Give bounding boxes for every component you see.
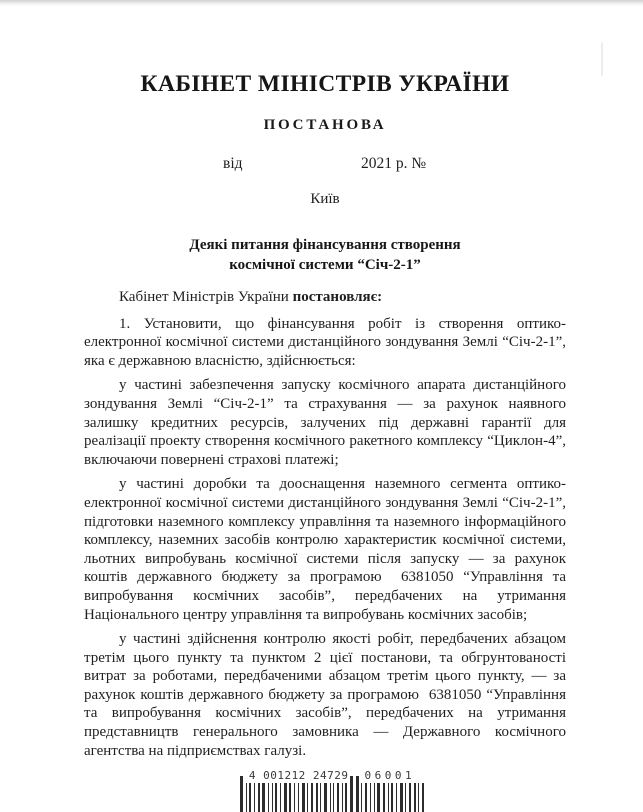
document-content (84, 0, 566, 760)
barcode-digits (236, 769, 428, 783)
barcode-bars (236, 783, 428, 812)
decree-paragraph-1: 1. Установити, що фінансування робіт із створення оптико-електронної космічної системи дистанційного зондування Землі “Січ-2-1”, яка є державною власністю, здійснюється: (84, 315, 566, 369)
document-type-label: ПОСТАНОВА (263, 117, 387, 133)
registration-barcode (236, 769, 428, 812)
org-name-heading: КАБІНЕТ МІНІСТРІВ УКРАЇНИ (140, 71, 510, 97)
scan-artifact (601, 42, 603, 76)
decree-paragraph-3: у частині доробки та дооснащення наземного сегмента оптико-електронної космічної системи дистанційного зондування Землі “Січ-2-1”, підготовки наземного комплексу управління та наземного інформаційного комплексу, наземних засобів контролю характеристик космічної системи, льотних випробувань космічної системи після запуску — за рахунок коштів державного бюджету за програмою 6381050 “Управління та випробування космічних засобів”, передбачених на утримання Національного центру управління та випробувань космічних засобів; (84, 476, 566, 623)
barcode-digits-right: 06001 (364, 769, 416, 782)
decree-paragraph-4: у частині здійснення контролю якості робіт, передбачених абзацом третім цього пункту та пунктом 2 цієї постанови, та обгрунтованості витрат за роботами, передбаченими абзацом третім цього пункту, — за рахунок коштів державного бюджету за програмою 6381050 “Управління та випробування космічних засобів”, передбачених на утримання представництв генерального замовника — Державного космічного агентства на підприємствах галузі. (84, 631, 566, 759)
date-number-label: 2021 р. № (361, 155, 427, 172)
date-prefix-label: від (223, 155, 243, 172)
intro-paragraph (84, 288, 566, 307)
barcode-digits-left: 4 001212 24729 (248, 769, 349, 782)
date-line (84, 155, 566, 175)
document-title (84, 235, 566, 275)
document-title-line2: космічної системи “Січ-2-1” (229, 257, 421, 273)
document-title-line1: Деякі питання фінансування створення (189, 237, 461, 253)
city-label: Київ (310, 191, 340, 207)
intro-text: Кабінет Міністрів України (119, 289, 293, 305)
decree-paragraph-2: у частині забезпечення запуску космічного апарата дистанційного зондування Землі “Січ-2-1” та страхування — за рахунок наявного залишку кредитних ресурсів, залучених під державні гарантії для реалізації проекту створення космічного ракетного комплексу “Циклон-4”, включаючи повернені страхові платежі; (84, 377, 566, 468)
intro-resolves-text: постановляє: (292, 289, 383, 305)
